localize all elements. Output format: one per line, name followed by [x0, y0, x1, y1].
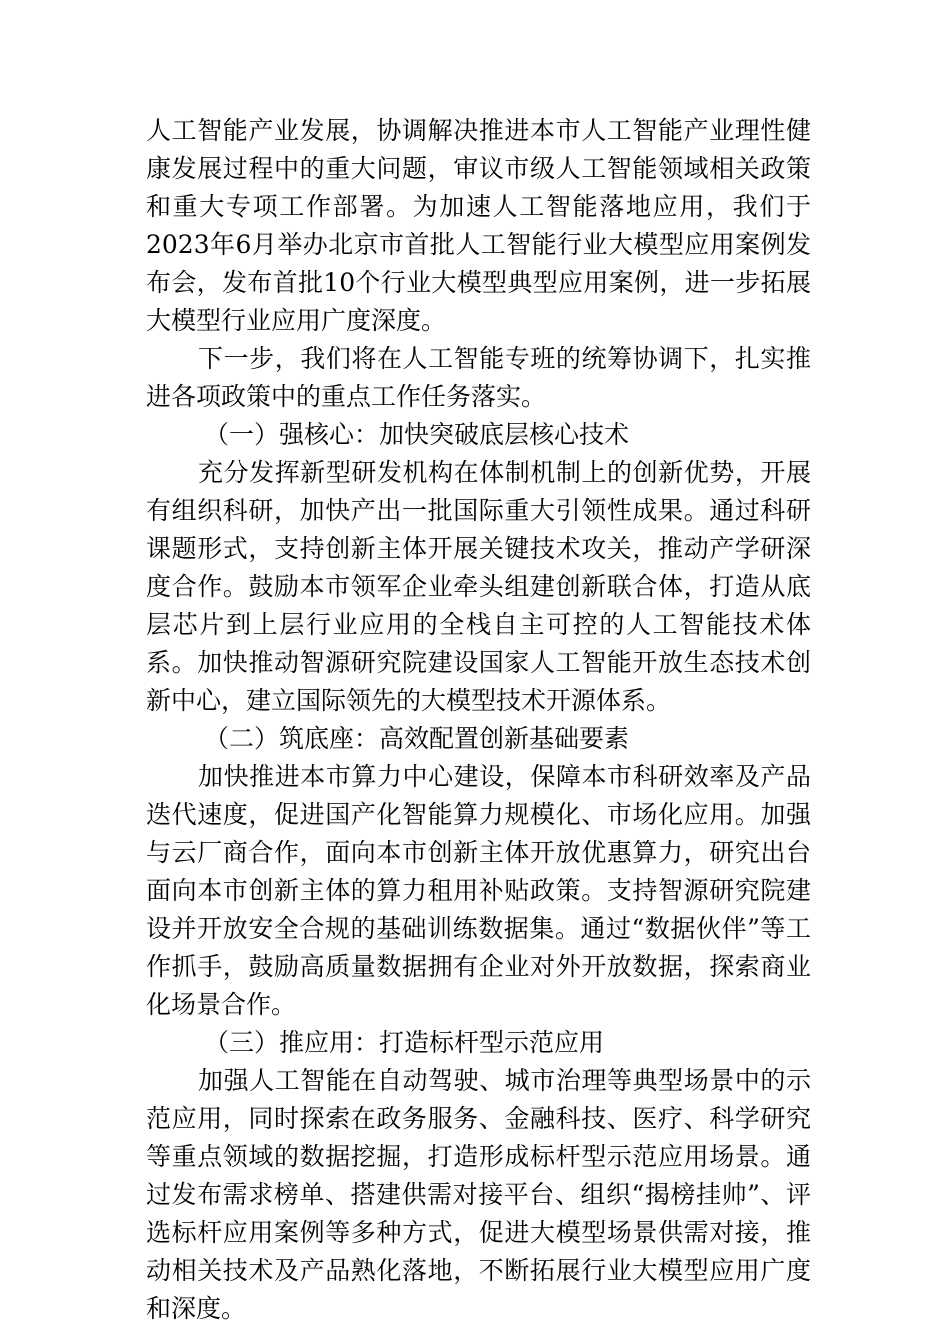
body-paragraph-2: 下一步，我们将在人工智能专班的统筹协调下，扎实推进各项政策中的重点工作任务落实。	[146, 344, 811, 411]
section-heading-3: （三）推应用：打造标杆型示范应用	[204, 1028, 605, 1057]
body-paragraph-4: 加快推进本市算力中心建设，保障本市科研效率及产品迭代速度，促进国产化智能算力规模化、市场化应用。加强与云厂商合作，面向本市创新主体开放优惠算力，研究出台面向本市创新主体的算力租用补贴政策。支持智源研究院建设并开放安全合规的基础训练数据集。通过“数据伙伴”等工作抓手，鼓励高质量数据拥有企业对外开放数据，探索商业化场景合作。	[146, 762, 811, 1019]
section-heading-1: （一）强核心：加快突破底层核心技术	[204, 420, 630, 449]
document-body	[146, 112, 811, 1328]
body-paragraph-1: 人工智能产业发展，协调解决推进本市人工智能产业理性健康发展过程中的重大问题，审议市级人工智能领域相关政策和重大专项工作部署。为加速人工智能落地应用，我们于2023年6月举办北京市首批人工智能行业大模型应用案例发布会，发布首批10个行业大模型典型应用案例，进一步拓展大模型行业应用广度深度。	[146, 116, 811, 335]
body-paragraph-3: 充分发挥新型研发机构在体制机制上的创新优势，开展有组织科研，加快产出一批国际重大引领性成果。通过科研课题形式，支持创新主体开展关键技术攻关，推动产学研深度合作。鼓励本市领军企业牵头组建创新联合体，打造从底层芯片到上层行业应用的全栈自主可控的人工智能技术体系。加快推动智源研究院建设国家人工智能开放生态技术创新中心，建立国际领先的大模型技术开源体系。	[146, 458, 811, 715]
section-heading-2: （二）筑底座：高效配置创新基础要素	[204, 724, 630, 753]
body-paragraph-5: 加强人工智能在自动驾驶、城市治理等典型场景中的示范应用，同时探索在政务服务、金融科技、医疗、科学研究等重点领域的数据挖掘，打造形成标杆型示范应用场景。通过发布需求榜单、搭建供需对接平台、组织“揭榜挂帅”、评选标杆应用案例等多种方式，促进大模型场景供需对接，推动相关技术及产品熟化落地，不断拓展行业大模型应用广度和深度。	[146, 1066, 811, 1323]
